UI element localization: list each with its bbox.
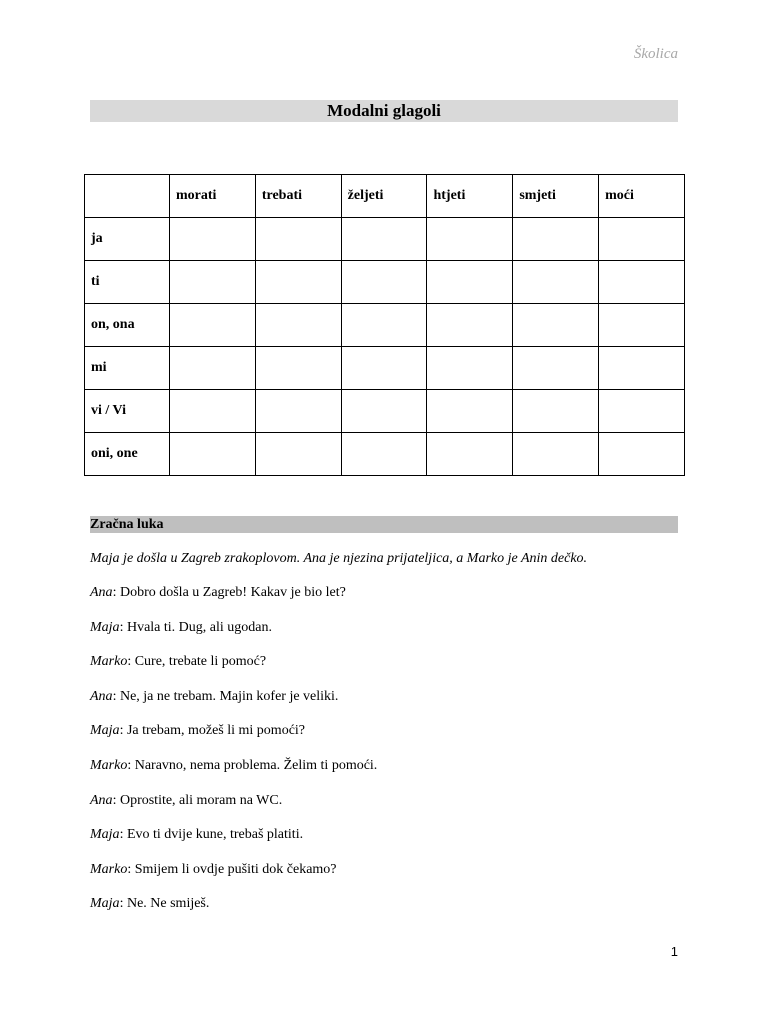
column-header: htjeti [427, 175, 513, 218]
table-row [85, 261, 685, 304]
conjugation-table [84, 174, 685, 476]
table-cell[interactable] [341, 304, 427, 347]
table-cell[interactable] [513, 218, 599, 261]
column-header: smjeti [513, 175, 599, 218]
row-header: mi [85, 347, 170, 390]
page-number: 1 [670, 944, 678, 959]
table-cell[interactable] [255, 218, 341, 261]
speaker-name: Maja [90, 827, 120, 843]
column-header: željeti [341, 175, 427, 218]
table-cell[interactable] [341, 347, 427, 390]
row-header: ti [85, 261, 170, 304]
speaker-name: Marko [90, 861, 128, 877]
table-cell[interactable] [341, 433, 427, 476]
speaker-name: Ana [90, 585, 113, 600]
table-row [85, 218, 685, 261]
dialogue-line [90, 653, 377, 688]
table-cell[interactable] [255, 347, 341, 390]
table-cell[interactable] [427, 390, 513, 433]
table-cell[interactable] [599, 261, 685, 304]
table-cell[interactable] [599, 218, 685, 261]
dialogue-line [90, 861, 377, 896]
table-cell[interactable] [170, 390, 256, 433]
table-cell[interactable] [427, 261, 513, 304]
table-cell[interactable] [255, 304, 341, 347]
table-cell[interactable] [170, 304, 256, 347]
table-cell[interactable] [513, 261, 599, 304]
row-header: vi / Vi [85, 390, 170, 433]
dialogue-line [90, 826, 377, 861]
table-cell[interactable] [255, 261, 341, 304]
table-cell[interactable] [599, 390, 685, 433]
row-header: oni, one [85, 433, 170, 476]
table-cell[interactable] [427, 347, 513, 390]
dialogue-line [90, 688, 377, 723]
table-cell[interactable] [427, 304, 513, 347]
line-text: : Evo ti dvije kune, trebaš platiti. [119, 827, 304, 843]
speaker-name: Marko [90, 757, 128, 773]
table-cell[interactable] [599, 347, 685, 390]
line-text: : Dobro došla u Zagreb! Kakav je bio let? [112, 585, 346, 600]
table-cell[interactable] [170, 218, 256, 261]
table-cell[interactable] [427, 433, 513, 476]
line-text: : Cure, trebate li pomoć? [127, 654, 267, 670]
column-header: trebati [255, 175, 341, 218]
speaker-name: Maja [90, 723, 120, 739]
header-brand: Školica [633, 46, 678, 62]
table-row [85, 347, 685, 390]
table-cell[interactable] [170, 433, 256, 476]
table-cell[interactable] [255, 433, 341, 476]
dialogue-line [90, 619, 377, 654]
table-corner-cell [85, 175, 170, 218]
table-cell[interactable] [599, 304, 685, 347]
speaker-name: Ana [90, 688, 113, 704]
column-header: moći [599, 175, 685, 218]
table-cell[interactable] [341, 261, 427, 304]
table-row [85, 304, 685, 347]
intro-text: Maja je došla u Zagreb zrakoplovom. Ana je njezina prijateljica, a Marko je Anin dečko. [90, 551, 588, 566]
table-cell[interactable] [255, 390, 341, 433]
table-row [85, 390, 685, 433]
line-text: : Ne, ja ne trebam. Majin kofer je veliki. [112, 688, 339, 704]
dialogue-line [90, 584, 377, 619]
speaker-name: Maja [90, 619, 120, 635]
row-header: on, ona [85, 304, 170, 347]
table-cell[interactable] [513, 433, 599, 476]
dialogue-list [90, 584, 377, 930]
dialogue-line [90, 757, 377, 792]
section-heading: Zračna luka [90, 516, 678, 533]
speaker-name: Maja [90, 896, 120, 912]
table-cell[interactable] [170, 261, 256, 304]
table-cell[interactable] [341, 390, 427, 433]
line-text: : Smijem li ovdje pušiti dok čekamo? [127, 861, 337, 877]
dialogue-line [90, 792, 377, 827]
line-text: : Ja trebam, možeš li mi pomoći? [119, 723, 306, 739]
line-text: : Ne. Ne smiješ. [119, 896, 210, 912]
dialogue-line [90, 895, 377, 930]
table-cell[interactable] [427, 218, 513, 261]
speaker-name: Marko [90, 654, 128, 670]
table-cell[interactable] [513, 347, 599, 390]
row-header: ja [85, 218, 170, 261]
line-text: : Oprostite, ali moram na WC. [112, 792, 283, 808]
table-cell[interactable] [599, 433, 685, 476]
line-text: : Naravno, nema problema. Želim ti pomoći. [127, 757, 378, 773]
dialogue-line [90, 722, 377, 757]
line-text: : Hvala ti. Dug, ali ugodan. [119, 619, 272, 635]
table-cell[interactable] [341, 218, 427, 261]
speaker-name: Ana [90, 792, 113, 808]
table-cell[interactable] [513, 304, 599, 347]
table-cell[interactable] [170, 347, 256, 390]
table-header-row [85, 175, 685, 218]
page-title: Modalni glagoli [90, 100, 678, 122]
table-cell[interactable] [513, 390, 599, 433]
table-row [85, 433, 685, 476]
column-header: morati [170, 175, 256, 218]
